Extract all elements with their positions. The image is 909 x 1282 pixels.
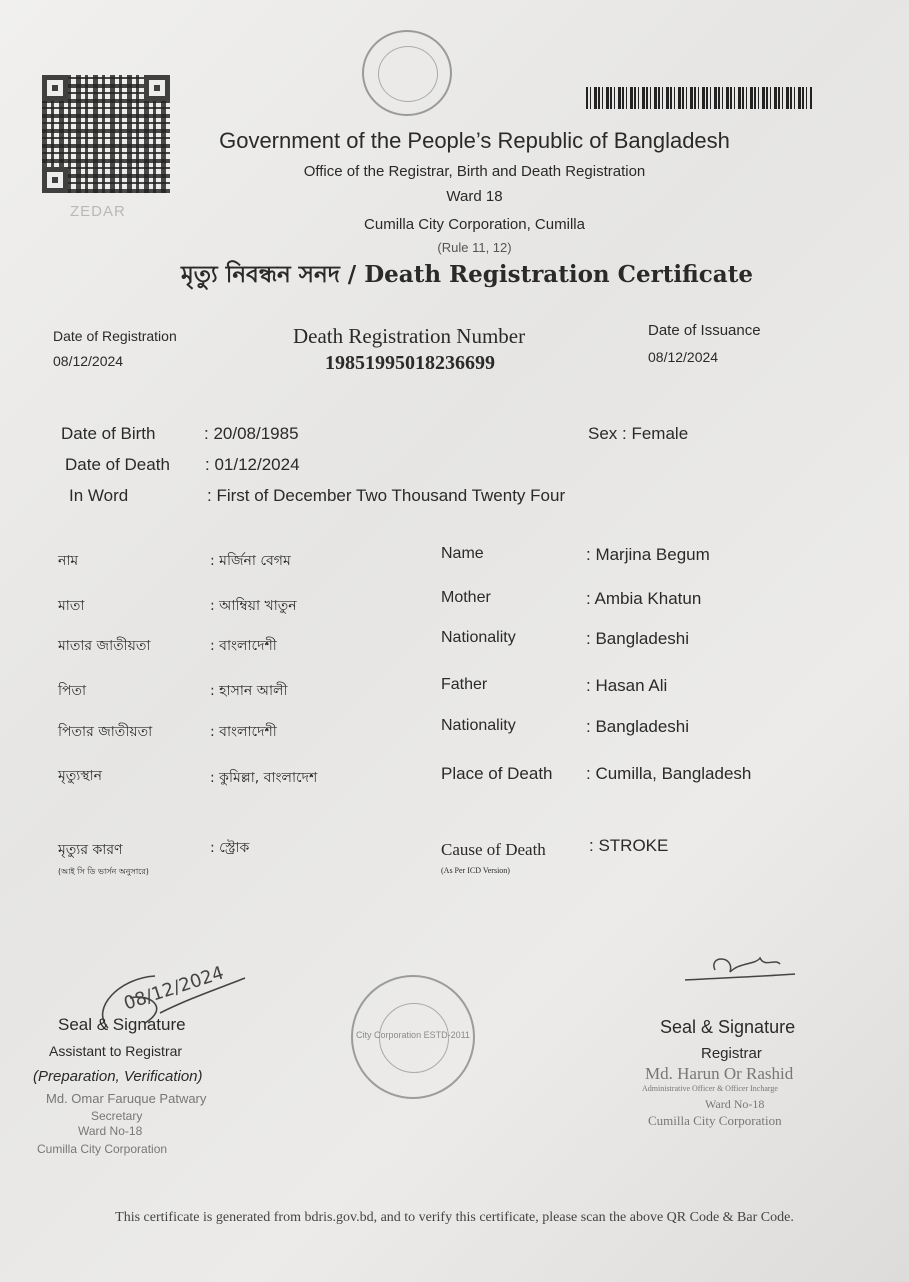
bn-cause-sub: (আই সি ডি ভার্সন অনুসারে): [58, 867, 149, 876]
bn-place-of-death-label: মৃত্যুস্থান: [58, 768, 103, 784]
registrar-signature-scribble: [680, 950, 800, 990]
bn-mother-nationality-value: : বাংলাদেশী: [210, 638, 277, 654]
right-stamp-org: Cumilla City Corporation: [648, 1113, 782, 1128]
right-signatory-role: Registrar: [701, 1045, 762, 1062]
rule-reference: (Rule 11, 12): [437, 240, 512, 255]
mother-nationality-value: : Bangladeshi: [586, 629, 690, 648]
registration-number-value: 19851995018236699: [325, 352, 495, 374]
mother-label: Mother: [441, 589, 491, 606]
mother-value: : Ambia Khatun: [586, 589, 702, 608]
in-word-value: : First of December Two Thousand Twenty Four: [207, 486, 566, 505]
left-seal-signature-title: Seal & Signature: [58, 1015, 186, 1034]
sex-value: Sex : Female: [588, 424, 689, 443]
father-nationality-value: : Bangladeshi: [586, 717, 690, 736]
name-value: : Marjina Begum: [586, 545, 710, 564]
date-of-registration-value: 08/12/2024: [53, 353, 124, 369]
father-value: : Hasan Ali: [586, 676, 668, 695]
left-stamp-ward: Ward No-18: [78, 1124, 143, 1138]
left-stamp-org: Cumilla City Corporation: [37, 1142, 168, 1156]
left-stamp-role: Secretary: [91, 1109, 143, 1123]
father-label: Father: [441, 676, 488, 693]
place-of-death-label: Place of Death: [441, 764, 553, 783]
certificate-title: মৃত্যু নিবন্ধন সনদ / Death Registration Certificate: [181, 261, 753, 288]
qr-label: ZEDAR: [70, 203, 126, 220]
left-stamp-name: Md. Omar Faruque Patwary: [46, 1091, 207, 1106]
government-emblem: [362, 30, 452, 116]
cause-label: Cause of Death: [441, 840, 546, 859]
date-of-issuance-value: 08/12/2024: [648, 349, 719, 365]
bn-father-nationality-label: পিতার জাতীয়তা: [58, 724, 153, 740]
bn-cause-label: মৃত্যুর কারণ: [58, 842, 123, 858]
bn-cause-value: : স্ট্রোক: [210, 840, 250, 856]
office-heading: Office of the Registrar, Birth and Death Registration: [303, 163, 646, 180]
right-stamp-ward: Ward No-18: [705, 1097, 765, 1111]
mother-nationality-label: Nationality: [441, 629, 516, 646]
government-heading: Government of the People’s Republic of Bangladesh: [219, 128, 730, 153]
registration-number-label: Death Registration Number: [293, 324, 526, 348]
verification-footer: This certificate is generated from bdris.gov.bd, and to verify this certificate, please scan the above QR Code & Bar Code.: [115, 1210, 794, 1225]
date-of-issuance-label: Date of Issuance: [648, 322, 761, 339]
left-signatory-note: (Preparation, Verification): [33, 1068, 203, 1085]
bn-name-label: নাম: [58, 553, 79, 569]
right-seal-signature-title: Seal & Signature: [660, 1017, 796, 1037]
bn-name-value: : মর্জিনা বেগম: [210, 553, 291, 569]
date-of-birth-label: Date of Birth: [61, 424, 156, 443]
bn-mother-nationality-label: মাতার জাতীয়তা: [58, 638, 151, 654]
handwritten-date: 08/12/2024: [121, 962, 227, 1015]
name-label: Name: [441, 545, 484, 562]
cause-sub: (As Per ICD Version): [441, 866, 510, 875]
place-of-death-value: : Cumilla, Bangladesh: [586, 764, 752, 783]
bn-father-value: : হাসান আলী: [210, 683, 288, 699]
right-stamp-name: Md. Harun Or Rashid: [645, 1064, 794, 1083]
cause-value: : STROKE: [589, 836, 669, 855]
date-of-death-label: Date of Death: [65, 455, 170, 474]
date-of-death-value: : 01/12/2024: [205, 455, 300, 474]
bn-father-label: পিতা: [58, 683, 87, 699]
ward-heading: Ward 18: [446, 188, 503, 205]
date-of-registration-label: Date of Registration: [53, 328, 177, 344]
date-of-birth-value: : 20/08/1985: [204, 424, 299, 443]
city-heading: Cumilla City Corporation, Cumilla: [364, 216, 585, 233]
bn-mother-value: : আম্বিয়া খাতুন: [210, 598, 297, 614]
right-stamp-role: Administrative Officer & Officer Incharge: [642, 1084, 778, 1093]
bn-father-nationality-value: : বাংলাদেশী: [210, 724, 277, 740]
barcode: [586, 87, 812, 109]
bn-place-of-death-value: : কুমিল্লা, বাংলাদেশ: [210, 770, 318, 786]
father-nationality-label: Nationality: [441, 717, 516, 734]
left-signatory-role: Assistant to Registrar: [49, 1043, 183, 1059]
bn-mother-label: মাতা: [58, 598, 85, 614]
seal-text: City Corporation ESTD-2011: [356, 1030, 470, 1040]
in-word-label: In Word: [69, 486, 129, 505]
